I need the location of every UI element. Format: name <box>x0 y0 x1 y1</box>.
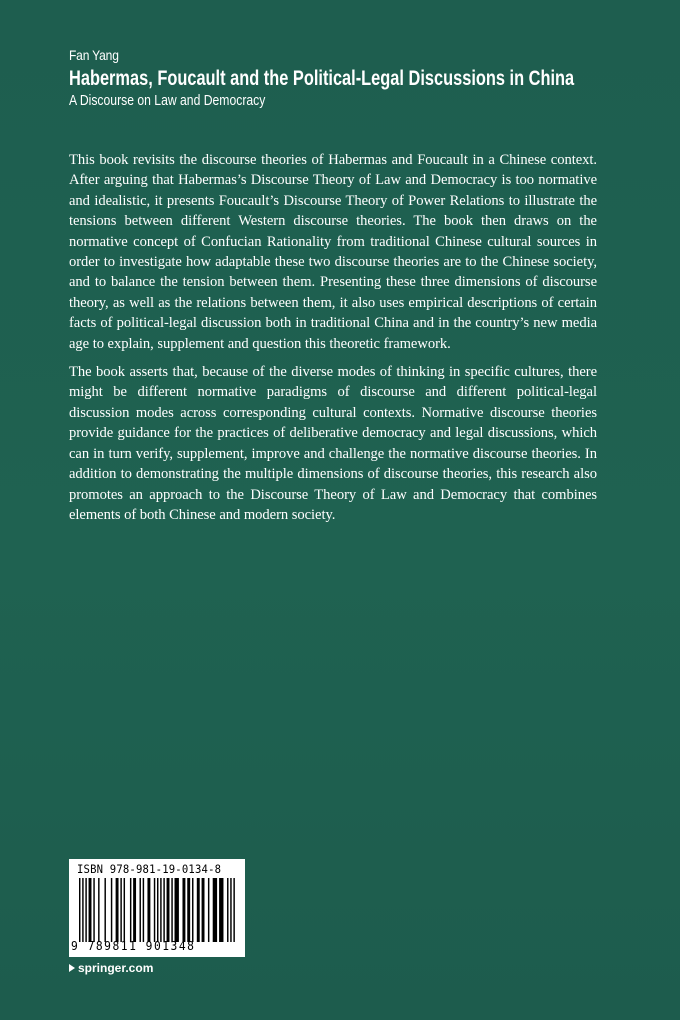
barcode-bar <box>133 878 136 942</box>
barcode-bar <box>187 878 190 942</box>
author-name: Fan Yang <box>69 47 119 63</box>
barcode-bar <box>192 878 193 942</box>
barcode-bar <box>104 878 105 942</box>
arrow-icon <box>69 964 75 972</box>
barcode-bar <box>213 878 217 942</box>
barcode-bar <box>175 878 179 942</box>
header <box>69 46 649 111</box>
barcode-bar <box>85 878 86 942</box>
barcode-bar <box>208 878 209 942</box>
barcode-bar <box>89 878 92 942</box>
barcode-bar <box>202 878 205 942</box>
blurb <box>69 150 597 533</box>
barcode-bar <box>197 878 200 942</box>
book-subtitle: A Discourse on Law and Democracy <box>69 93 266 109</box>
isbn-label: ISBN 978-981-19-0134-8 <box>77 862 222 876</box>
barcode-bar <box>120 878 121 942</box>
website-label: springer.com <box>78 961 154 975</box>
barcode-bar <box>154 878 155 942</box>
barcode-bar <box>98 878 99 942</box>
publisher-website[interactable] <box>69 961 153 975</box>
blurb-paragraph-2: The book asserts that, because of the diverse modes of thinking in specific cultures, there might be different normative paradigms of discourse and different political-legal discussion modes across corresponding cultural contexts. Normative discourse theories provide guidance for the practices of deliberative democracy and legal discussions, which can in turn verify, supplement, improve and challenge the normative discourse theories. In addition to demonstrating the multiple dimensions of discourse theories, this research also promotes an approach to the Discourse Theory of Law and Democracy that combines elements of both Chinese and modern society. <box>69 364 597 523</box>
barcode-bar <box>143 878 144 942</box>
blurb-paragraph-1: This book revisits the discourse theories of Habermas and Foucault in a Chinese context. After arguing that Habermas’s Discourse Theory of Law and Democracy is too normative and idealistic, it presents Foucault’s Discourse Theory of Power Relations to illustrate the tensions between different Western discourse theories. The book then draws on the normative concept of Confucian Rationality from traditional Chinese cultural sources in order to investigate how adaptable these two discourse theories are to the Chinese society, and to balance the tension between them. Presenting these three dimensions of discourse theory, as well as the relations between them, it also uses empirical descriptions of certain facts of political-legal discussion both in traditional China and in the country’s new media age to explain, supplement and question this theoretic framework. <box>69 152 597 352</box>
barcode-bar <box>139 878 140 942</box>
barcode-bar <box>227 878 228 942</box>
barcode-bar <box>230 878 231 942</box>
barcode-bar <box>160 878 161 942</box>
barcode-bar <box>79 878 80 942</box>
book-title: Habermas, Foucault and the Political-Legal Discussions in China <box>69 67 575 90</box>
barcode-digits: 9 789811 901348 <box>71 939 196 953</box>
barcode-bar <box>219 878 223 942</box>
barcode-bar <box>163 878 164 942</box>
barcode-bars <box>79 878 235 942</box>
barcode-bar <box>147 878 150 942</box>
barcode-bar <box>157 878 158 942</box>
barcode-bar <box>171 878 172 942</box>
barcode-bar <box>82 878 83 942</box>
barcode-bar <box>182 878 185 942</box>
barcode-bar <box>167 878 170 942</box>
barcode-bar <box>233 878 234 942</box>
barcode-bar <box>130 878 131 942</box>
barcode-bar <box>124 878 125 942</box>
barcode-bar <box>111 878 112 942</box>
isbn-barcode <box>69 859 245 957</box>
barcode-bar <box>116 878 119 942</box>
barcode-bar <box>93 878 94 942</box>
